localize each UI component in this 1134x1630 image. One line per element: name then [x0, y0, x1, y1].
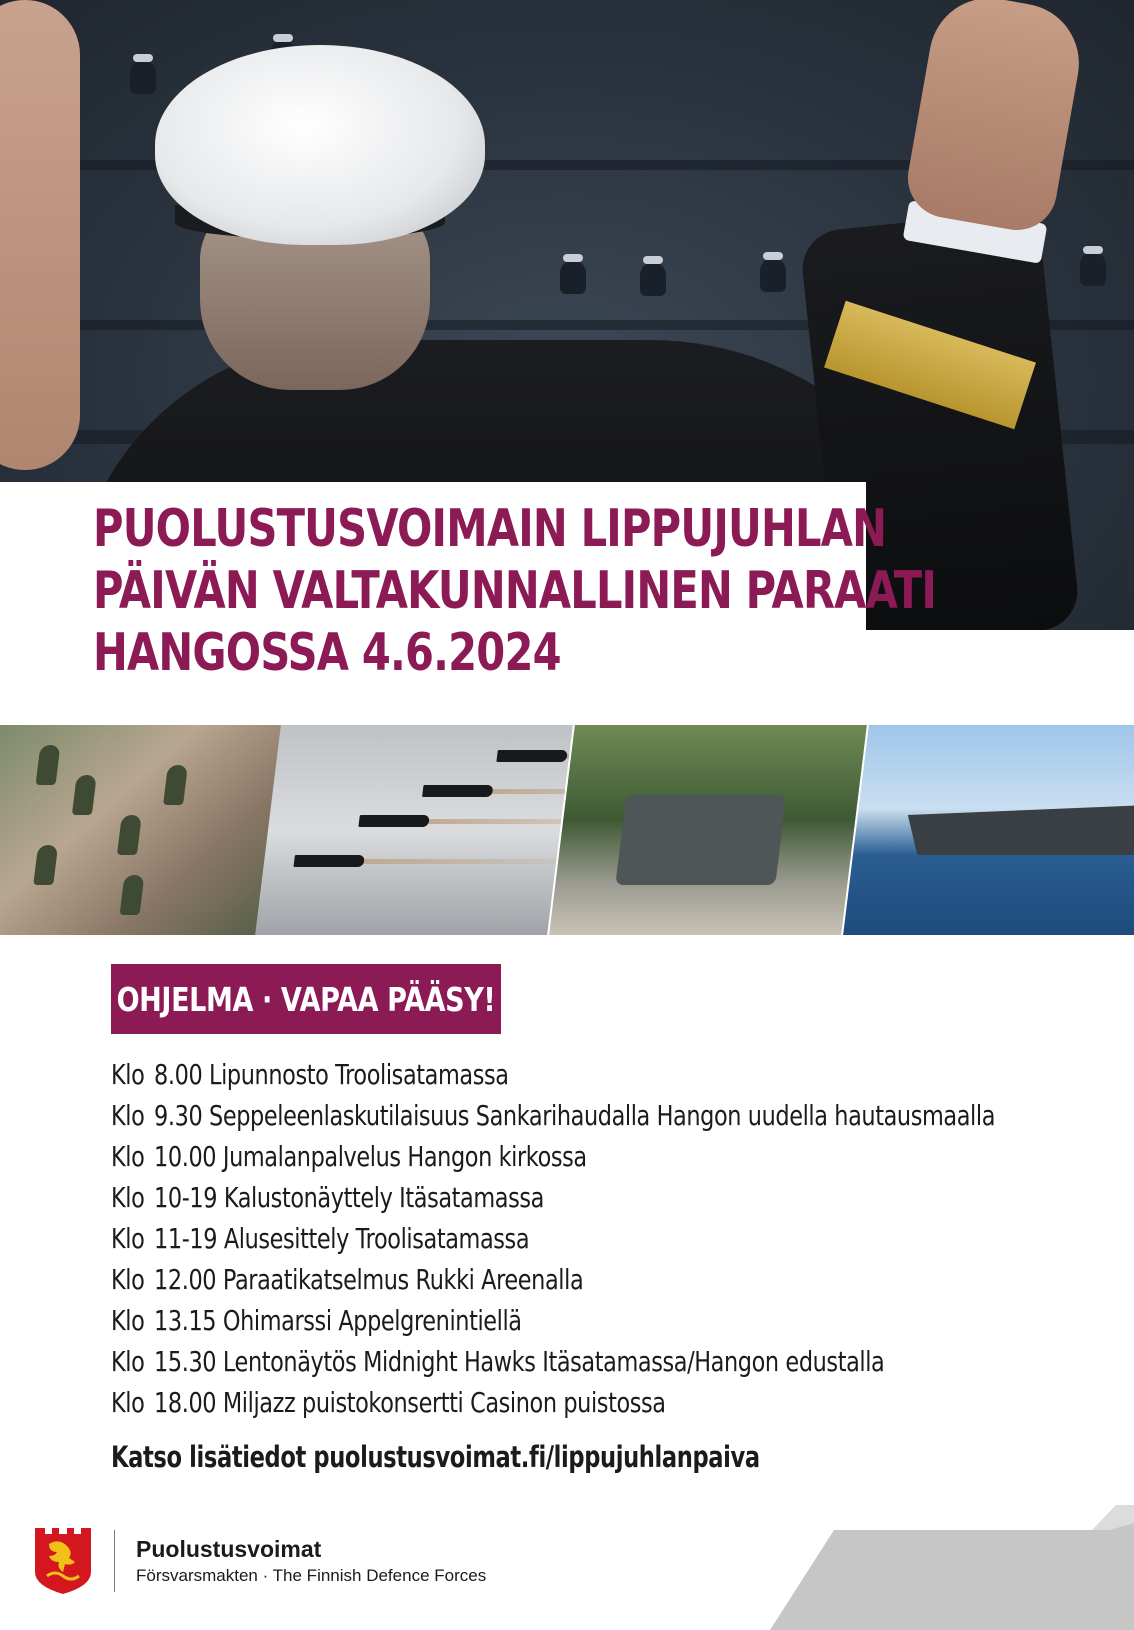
- sailor-figure: [640, 262, 666, 296]
- time-prefix: Klo: [111, 1222, 145, 1255]
- white-officer-cap: [155, 45, 485, 245]
- corner-graphic: [770, 1505, 1134, 1630]
- org-name: Puolustusvoimat: [136, 1536, 322, 1562]
- jet-figure: [293, 855, 364, 867]
- sailor-figure: [560, 260, 586, 294]
- photo-patrol-boat: [843, 725, 1134, 935]
- schedule-entry: 8.00 Lipunnosto Troolisatamassa: [154, 1058, 509, 1091]
- soldier-figure: [117, 815, 142, 855]
- list-item: [111, 1300, 1111, 1341]
- programme-heading-box: [111, 964, 501, 1034]
- jet-figure: [496, 750, 567, 762]
- soldier-figure: [120, 875, 145, 915]
- more-info-link[interactable]: [111, 1440, 943, 1474]
- lion-shield-icon: [35, 1528, 91, 1594]
- title-line-3: HANGOSSA 4.6.2024: [93, 623, 561, 683]
- time-prefix: Klo: [111, 1386, 145, 1419]
- schedule-entry: 15.30 Lentonäytös Midnight Hawks Itäsatamassa/Hangon edustalla: [154, 1345, 885, 1378]
- armoured-vehicle-figure: [615, 795, 786, 885]
- schedule-entry: 9.30 Seppeleenlaskutilaisuus Sankarihaudalla Hangon uudella hautausmaalla: [154, 1099, 996, 1132]
- time-prefix: Klo: [111, 1140, 145, 1173]
- schedule-entry: 12.00 Paraatikatselmus Rukki Areenalla: [154, 1263, 584, 1296]
- schedule-entry: 13.15 Ohimarssi Appelgrenintiellä: [154, 1304, 522, 1337]
- time-prefix: Klo: [111, 1263, 145, 1296]
- list-item: [111, 1341, 1111, 1382]
- photo-strip: [0, 725, 1134, 935]
- org-subtitle: Försvarsmakten · The Finnish Defence Forces: [136, 1566, 487, 1585]
- list-item: [111, 1259, 1111, 1300]
- time-prefix: Klo: [111, 1058, 145, 1091]
- programme-heading: OHJELMA · VAPAA PÄÄSY!: [116, 979, 496, 1019]
- photo-soldiers-on-rocks: [0, 725, 293, 935]
- schedule-entry: 10-19 Kalustonäyttely Itäsatamassa: [154, 1181, 544, 1214]
- title-line-2: PÄIVÄN VALTAKUNNALLINEN PARAATI: [93, 561, 936, 621]
- time-prefix: Klo: [111, 1304, 145, 1337]
- page-title: [93, 498, 1134, 684]
- list-item: [111, 1382, 1111, 1423]
- schedule-entry: 10.00 Jumalanpalvelus Hangon kirkossa: [154, 1140, 587, 1173]
- time-prefix: Klo: [111, 1345, 145, 1378]
- list-item: [111, 1136, 1111, 1177]
- jet-figure: [422, 785, 493, 797]
- time-prefix: Klo: [111, 1099, 145, 1132]
- photo-jets-formation: [255, 725, 573, 935]
- sailor-figure: [1080, 252, 1106, 286]
- schedule-entry: 11-19 Alusesittely Troolisatamassa: [154, 1222, 530, 1255]
- raised-hand-left: [0, 0, 80, 470]
- title-line-1: PUOLUSTUSVOIMAIN LIPPUJUHLAN: [93, 499, 887, 559]
- schedule-entry: 18.00 Miljazz puistokonsertti Casinon puistossa: [154, 1386, 666, 1419]
- schedule-list: [111, 1054, 1111, 1423]
- patrol-boat-figure: [903, 805, 1134, 855]
- soldier-figure: [163, 765, 188, 805]
- photo-armoured-vehicle: [549, 725, 867, 935]
- list-item: [111, 1054, 1111, 1095]
- time-prefix: Klo: [111, 1181, 145, 1214]
- soldier-figure: [36, 745, 61, 785]
- soldier-figure: [33, 845, 58, 885]
- waving-hand: [902, 0, 1089, 236]
- footer-divider: [114, 1530, 115, 1592]
- sailor-figure: [130, 60, 156, 94]
- soldier-figure: [72, 775, 97, 815]
- list-item: [111, 1218, 1111, 1259]
- list-item: [111, 1177, 1111, 1218]
- list-item: [111, 1095, 1111, 1136]
- sailor-figure: [760, 258, 786, 292]
- more-info-text: Katso lisätiedot puolustusvoimat.fi/lippujuhlanpaiva: [111, 1440, 760, 1474]
- jet-figure: [358, 815, 429, 827]
